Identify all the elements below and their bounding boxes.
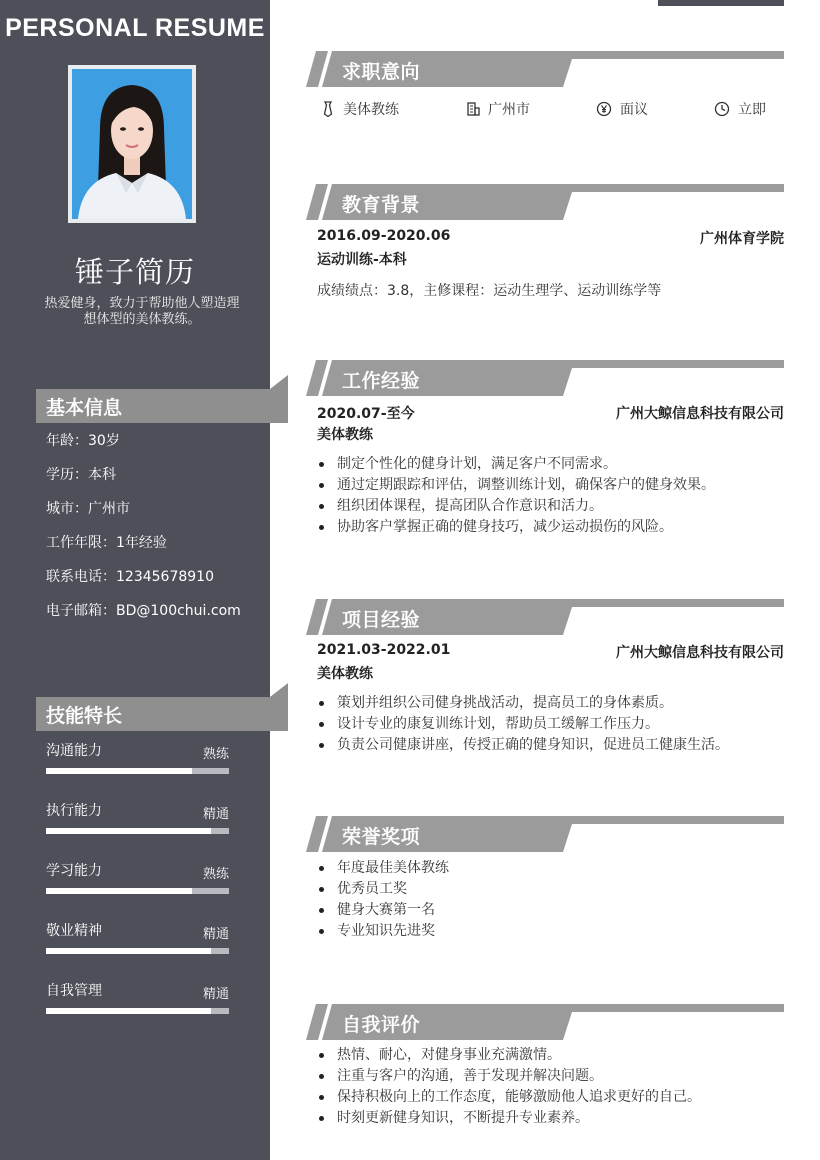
work-bullets [317,454,715,538]
section-header-self-eval [306,1004,784,1040]
document-title: PERSONAL RESUME [5,14,265,42]
info-phone: 联系电话：12345678910 [46,569,214,585]
work-role: 美体教练 [317,427,373,443]
section-header-honors [306,816,784,852]
info-education: 学历：本科 [46,467,116,483]
section-header-work [306,360,784,396]
work-date: 2020.07-至今 [317,406,415,422]
skill-item [46,980,229,1020]
section-title: 教育背景 [342,194,421,216]
skill-bar-fill [46,1008,211,1014]
intent-city [466,99,530,119]
photo-frame [68,65,196,223]
skill-bar-fill [46,948,211,954]
section-title: 自我评价 [342,1014,421,1036]
project-row [317,642,784,662]
education-date: 2016.09-2020.06 [317,228,451,244]
info-work-years: 工作年限：1年经验 [46,535,167,551]
list-item: 保持积极向上的工作态度，能够激励他人追求更好的自己。 [317,1087,701,1108]
list-item: 年度最佳美体教练 [317,858,449,879]
list-item: 热情、耐心，对健身事业充满激情。 [317,1045,701,1066]
skill-item [46,800,229,840]
basic-info-header [36,389,288,423]
section-header-project [306,599,784,635]
project-bullets [317,693,729,756]
building-icon [466,101,480,117]
skill-bar-fill [46,828,211,834]
honors-bullets [317,858,449,942]
clock-icon [714,101,730,117]
skill-bar [46,828,229,834]
list-item: 时刻更新健身知识，不断提升专业素养。 [317,1108,701,1129]
skill-level: 精通 [202,987,229,1002]
list-item: 健身大赛第一名 [317,900,449,921]
sidebar [0,0,270,1160]
intent-position [321,99,399,119]
education-school: 广州体育学院 [700,231,784,247]
skill-name: 学习能力 [46,863,102,879]
project-company: 广州大鲸信息科技有限公司 [616,645,784,661]
intent-salary [596,99,648,119]
top-tab-decoration [658,0,784,6]
skill-name: 敬业精神 [46,923,102,939]
project-role: 美体教练 [317,666,373,682]
basic-info-list [46,432,241,636]
skill-bar [46,888,229,894]
list-item: 策划并组织公司健身挑战活动，提高员工的身体素质。 [317,693,729,714]
skills-title: 技能特长 [46,705,123,727]
list-item: 通过定期跟踪和评估，调整训练计划，确保客户的健身效果。 [317,475,715,496]
section-header-education [306,184,784,220]
list-item: 注重与客户的沟通，善于发现并解决问题。 [317,1066,701,1087]
skill-bar [46,948,229,954]
intent-salary-text: 面议 [620,102,648,118]
education-major: 运动训练-本科 [317,252,407,268]
skill-name: 沟通能力 [46,743,102,759]
education-row [317,228,784,248]
info-age: 年龄：30岁 [46,433,120,449]
list-item: 组织团体课程，提高团队合作意识和活力。 [317,496,715,517]
skill-level: 熟练 [202,867,229,882]
skills-header [36,697,288,731]
work-row [317,403,784,423]
yen-coin-icon [596,101,612,117]
basic-info-title: 基本信息 [46,397,123,419]
skill-name: 执行能力 [46,803,102,819]
list-item: 设计专业的康复训练计划，帮助员工缓解工作压力。 [317,714,729,735]
intent-availability [714,99,766,119]
list-item: 协助客户掌握正确的健身技巧，减少运动损伤的风险。 [317,517,715,538]
tie-icon [321,101,335,117]
project-date: 2021.03-2022.01 [317,642,451,658]
portrait-photo [72,69,192,219]
list-item: 优秀员工奖 [317,879,449,900]
skill-level: 精通 [202,927,229,942]
intent-position-text: 美体教练 [343,102,399,118]
skill-item [46,920,229,960]
skill-bar [46,768,229,774]
info-email: 电子邮箱：BD@100chui.com [46,603,241,619]
skill-bar [46,1008,229,1014]
info-city: 城市：广州市 [46,501,130,517]
work-company: 广州大鲸信息科技有限公司 [616,406,784,422]
section-title: 项目经验 [342,609,421,631]
section-title: 求职意向 [342,61,421,83]
skill-level: 熟练 [202,747,229,762]
skill-item [46,740,229,780]
section-title: 荣誉奖项 [342,826,421,848]
skill-level: 精通 [202,807,229,822]
skill-bar-fill [46,768,192,774]
education-detail: 成绩绩点：3.8，主修课程：运动生理学、运动训练学等 [317,283,662,299]
skill-name: 自我管理 [46,983,102,999]
skill-bar-fill [46,888,192,894]
self-eval-bullets [317,1045,701,1129]
list-item: 负责公司健康讲座，传授正确的健身知识，促进员工健康生活。 [317,735,729,756]
list-item: 制定个性化的健身计划，满足客户不同需求。 [317,454,715,475]
list-item: 专业知识先进奖 [317,921,449,942]
intent-city-text: 广州市 [488,102,530,118]
intent-availability-text: 立即 [738,102,766,118]
skill-item [46,860,229,900]
profile-tagline: 热爱健身，致力于帮助他人塑造理想体型的美体教练。 [44,296,240,327]
profile-name: 锤子简历 [74,255,195,289]
section-title: 工作经验 [342,370,421,392]
section-header-job-intent [306,51,784,87]
